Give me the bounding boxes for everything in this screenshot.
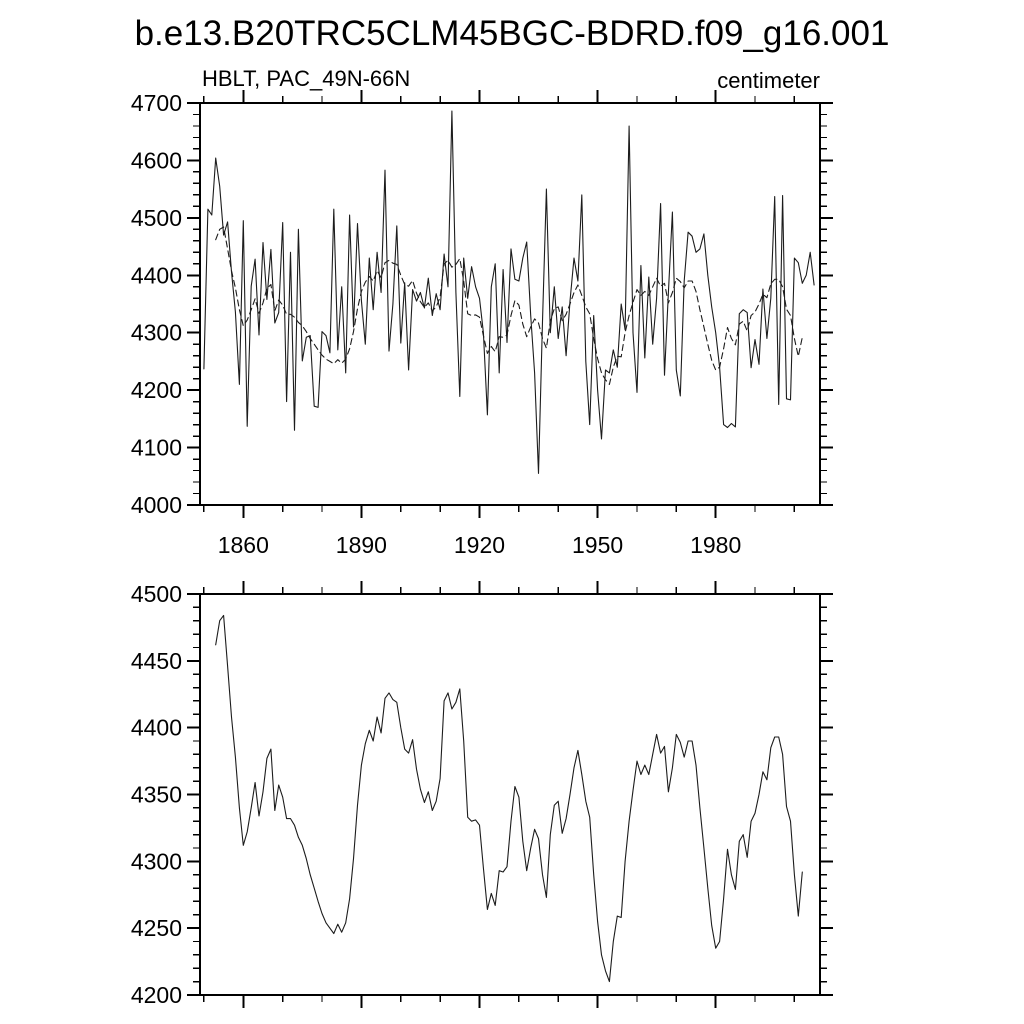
top-panel-ticks — [187, 90, 833, 518]
bottom-y-tick-label: 4500 — [130, 581, 182, 607]
top-y-tick-label: 4400 — [130, 262, 182, 289]
bottom-panel — [131, 581, 833, 1008]
top-panel-unit-label: centimeter — [717, 68, 820, 93]
bottom-panel-frame — [200, 594, 820, 995]
top-panel-frame — [200, 103, 820, 505]
top-y-tick-label: 4100 — [130, 434, 182, 461]
bottom-y-tick-label: 4300 — [130, 848, 182, 875]
bottom-y-tick-label: 4400 — [130, 714, 182, 741]
top-y-tick-label: 4200 — [130, 377, 182, 404]
top-panel-left-label: HBLT, PAC_49N-66N — [202, 66, 411, 91]
top-annual-series-line — [204, 111, 814, 473]
bottom-y-tick-label: 4250 — [130, 915, 182, 942]
bottom-smoothed-series-line — [216, 615, 803, 981]
x-tick-label: 1980 — [690, 532, 742, 558]
top-panel — [131, 90, 833, 558]
x-tick-label: 1950 — [572, 532, 624, 558]
top-y-tick-label: 4600 — [130, 147, 182, 174]
x-tick-label: 1860 — [217, 532, 269, 558]
bottom-y-tick-label: 4200 — [130, 982, 182, 1008]
top-y-tick-label: 4000 — [130, 492, 182, 518]
top-y-tick-label: 4500 — [130, 204, 182, 231]
bottom-y-tick-label: 4350 — [130, 781, 182, 808]
bottom-y-tick-label: 4450 — [130, 647, 182, 674]
bottom-panel-ticks — [187, 581, 833, 1008]
page-title: b.e13.B20TRC5CLM45BGC-BDRD.f09_g16.001 — [134, 14, 890, 53]
x-tick-label: 1890 — [335, 532, 387, 558]
x-tick-label: 1920 — [453, 532, 506, 558]
top-y-tick-label: 4300 — [130, 319, 182, 346]
top-y-tick-label: 4700 — [130, 90, 182, 116]
